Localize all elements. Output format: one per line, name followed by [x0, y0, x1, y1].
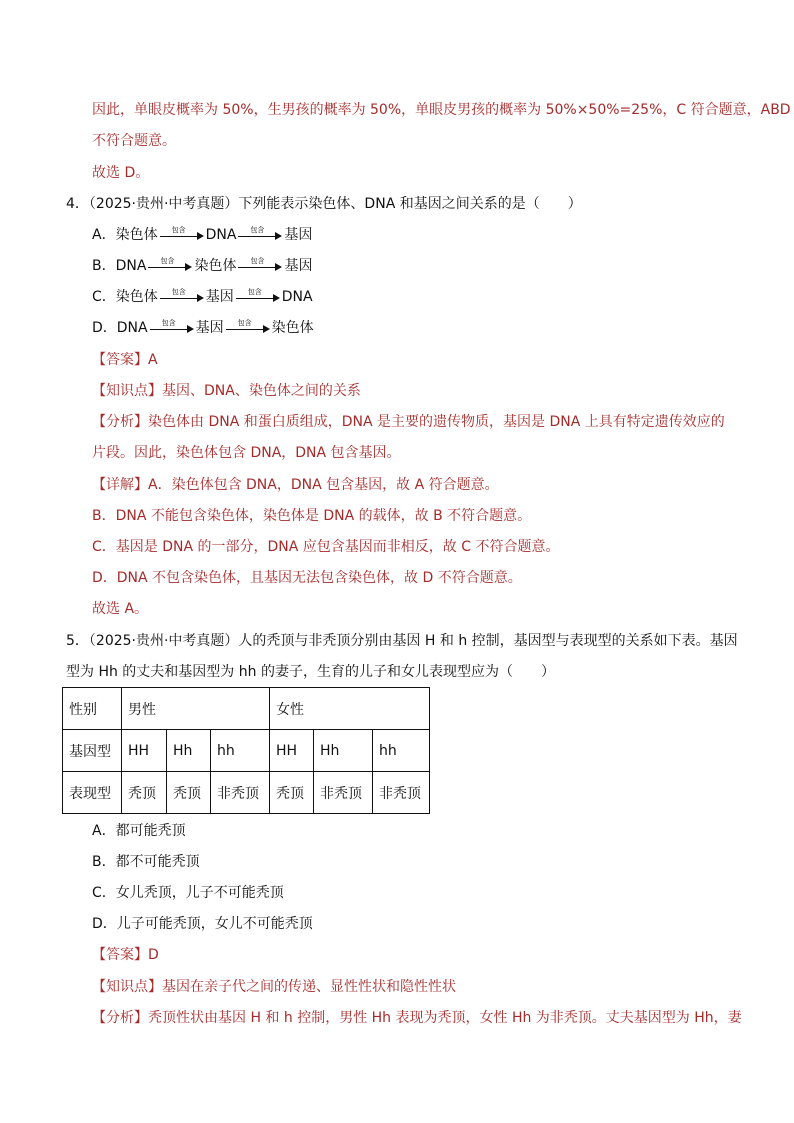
table-cell: HH: [122, 730, 167, 772]
contains-arrow-icon: [150, 321, 194, 335]
term: 基因: [205, 289, 234, 305]
table-cell: Hh: [167, 730, 211, 772]
arrow-label: 包含: [247, 288, 262, 296]
table-cell: hh: [373, 730, 430, 772]
table-cell: HH: [270, 730, 314, 772]
option-letter: C．: [92, 289, 116, 305]
table-cell: 表现型: [63, 772, 122, 814]
table-cell: 女性: [270, 688, 430, 730]
arrow-label: 包含: [171, 288, 186, 296]
table-row: [63, 772, 430, 814]
term: DNA: [115, 258, 147, 274]
q5-answer: 【答案】D: [92, 947, 159, 963]
q4-detail-line-1: 【详解】A．染色体包含 DNA，DNA 包含基因，故 A 符合题意。: [92, 477, 499, 493]
table-cell: hh: [211, 730, 270, 772]
table-cell: 非秃顶: [373, 772, 430, 814]
table-row: [63, 730, 430, 772]
q4-detail-line-4: D．DNA 不包含染色体，且基因无法包含染色体，故 D 不符合题意。: [92, 570, 522, 586]
prev-choose: 故选 D。: [92, 165, 150, 181]
option-letter: B．: [92, 258, 116, 274]
contains-arrow-icon: [148, 259, 192, 273]
table-cell: Hh: [314, 730, 373, 772]
table-cell: 秃顶: [122, 772, 167, 814]
arrow-label: 包含: [160, 257, 175, 265]
q4-knowledge-point: 【知识点】基因、DNA、染色体之间的关系: [92, 383, 361, 399]
contains-arrow-icon: [160, 290, 204, 304]
q4-detail-line-2: B．DNA 不能包含染色体，染色体是 DNA 的载体，故 B 不符合题意。: [92, 508, 532, 524]
q4-answer: 【答案】A: [92, 352, 158, 368]
q5-option-d: D．儿子可能秃顶，女儿不可能秃顶: [92, 916, 313, 932]
contains-arrow-icon: [238, 228, 282, 242]
q4-option-c: [92, 288, 313, 306]
term: 基因: [284, 258, 313, 274]
option-letter: D．: [92, 320, 117, 336]
table-row: [63, 688, 430, 730]
q4-option-b: [92, 257, 312, 275]
term: 基因: [195, 320, 224, 336]
table-cell: 性别: [63, 688, 122, 730]
term: 染色体: [115, 289, 158, 305]
table-cell: 秃顶: [167, 772, 211, 814]
q4-analysis-line-2: 片段。因此，染色体包含 DNA，DNA 包含基因。: [92, 445, 401, 461]
contains-arrow-icon: [226, 321, 270, 335]
term: DNA: [205, 227, 237, 243]
q5-knowledge-point: 【知识点】基因在亲子代之间的传递、显性性状和隐性性状: [92, 979, 456, 995]
q4-choose: 故选 A。: [92, 601, 149, 617]
term: 染色体: [271, 320, 314, 336]
arrow-label: 包含: [250, 257, 265, 265]
q4-analysis-line-1: 【分析】染色体由 DNA 和蛋白质组成，DNA 是主要的遗传物质，基因是 DNA 上具有特定遗传效应的: [92, 414, 725, 430]
option-letter: A．: [92, 227, 116, 243]
arrow-label: 包含: [171, 226, 186, 234]
term: DNA: [281, 289, 313, 305]
q4-option-d: [92, 319, 314, 337]
prev-solution-line-2: 不符合题意。: [92, 133, 176, 149]
q5-option-a: A．都可能秃顶: [92, 823, 186, 839]
arrow-label: 包含: [161, 319, 176, 327]
table-cell: 非秃顶: [314, 772, 373, 814]
contains-arrow-icon: [236, 290, 280, 304]
term: 基因: [284, 227, 313, 243]
question-4-stem: 4．（2025·贵州·中考真题）下列能表示染色体、DNA 和基因之间关系的是（ ）: [66, 196, 582, 212]
q4-option-a: [92, 226, 312, 244]
table-cell: 男性: [122, 688, 270, 730]
term: DNA: [116, 320, 148, 336]
table-cell: 秃顶: [270, 772, 314, 814]
question-5-stem-line-1: 5．（2025·贵州·中考真题）人的秃顶与非秃顶分别由基因 H 和 h 控制，基因型与表现型的关系如下表。基因: [66, 633, 738, 649]
contains-arrow-icon: [160, 228, 204, 242]
term: 染色体: [194, 258, 237, 274]
table-cell: 非秃顶: [211, 772, 270, 814]
arrow-label: 包含: [237, 319, 252, 327]
genotype-phenotype-table: [62, 687, 430, 814]
contains-arrow-icon: [238, 259, 282, 273]
q5-analysis-line-1: 【分析】秃顶性状由基因 H 和 h 控制，男性 Hh 表现为秃顶，女性 Hh 为非秃顶。丈夫基因型为 Hh，妻: [92, 1010, 742, 1026]
arrow-label: 包含: [250, 226, 265, 234]
prev-solution-line-1: 因此，单眼皮概率为 50%，生男孩的概率为 50%，单眼皮男孩的概率为 50%×50%=25%，C 符合题意，ABD: [92, 102, 791, 118]
term: 染色体: [115, 227, 158, 243]
table-cell: 基因型: [63, 730, 122, 772]
q5-option-c: C．女儿秃顶，儿子不可能秃顶: [92, 885, 284, 901]
q4-detail-line-3: C．基因是 DNA 的一部分，DNA 应包含基因而非相反，故 C 不符合题意。: [92, 539, 560, 555]
q5-option-b: B．都不可能秃顶: [92, 854, 200, 870]
question-5-stem-line-2: 型为 Hh 的丈夫和基因型为 hh 的妻子，生育的儿子和女儿表现型应为（ ）: [66, 664, 555, 680]
